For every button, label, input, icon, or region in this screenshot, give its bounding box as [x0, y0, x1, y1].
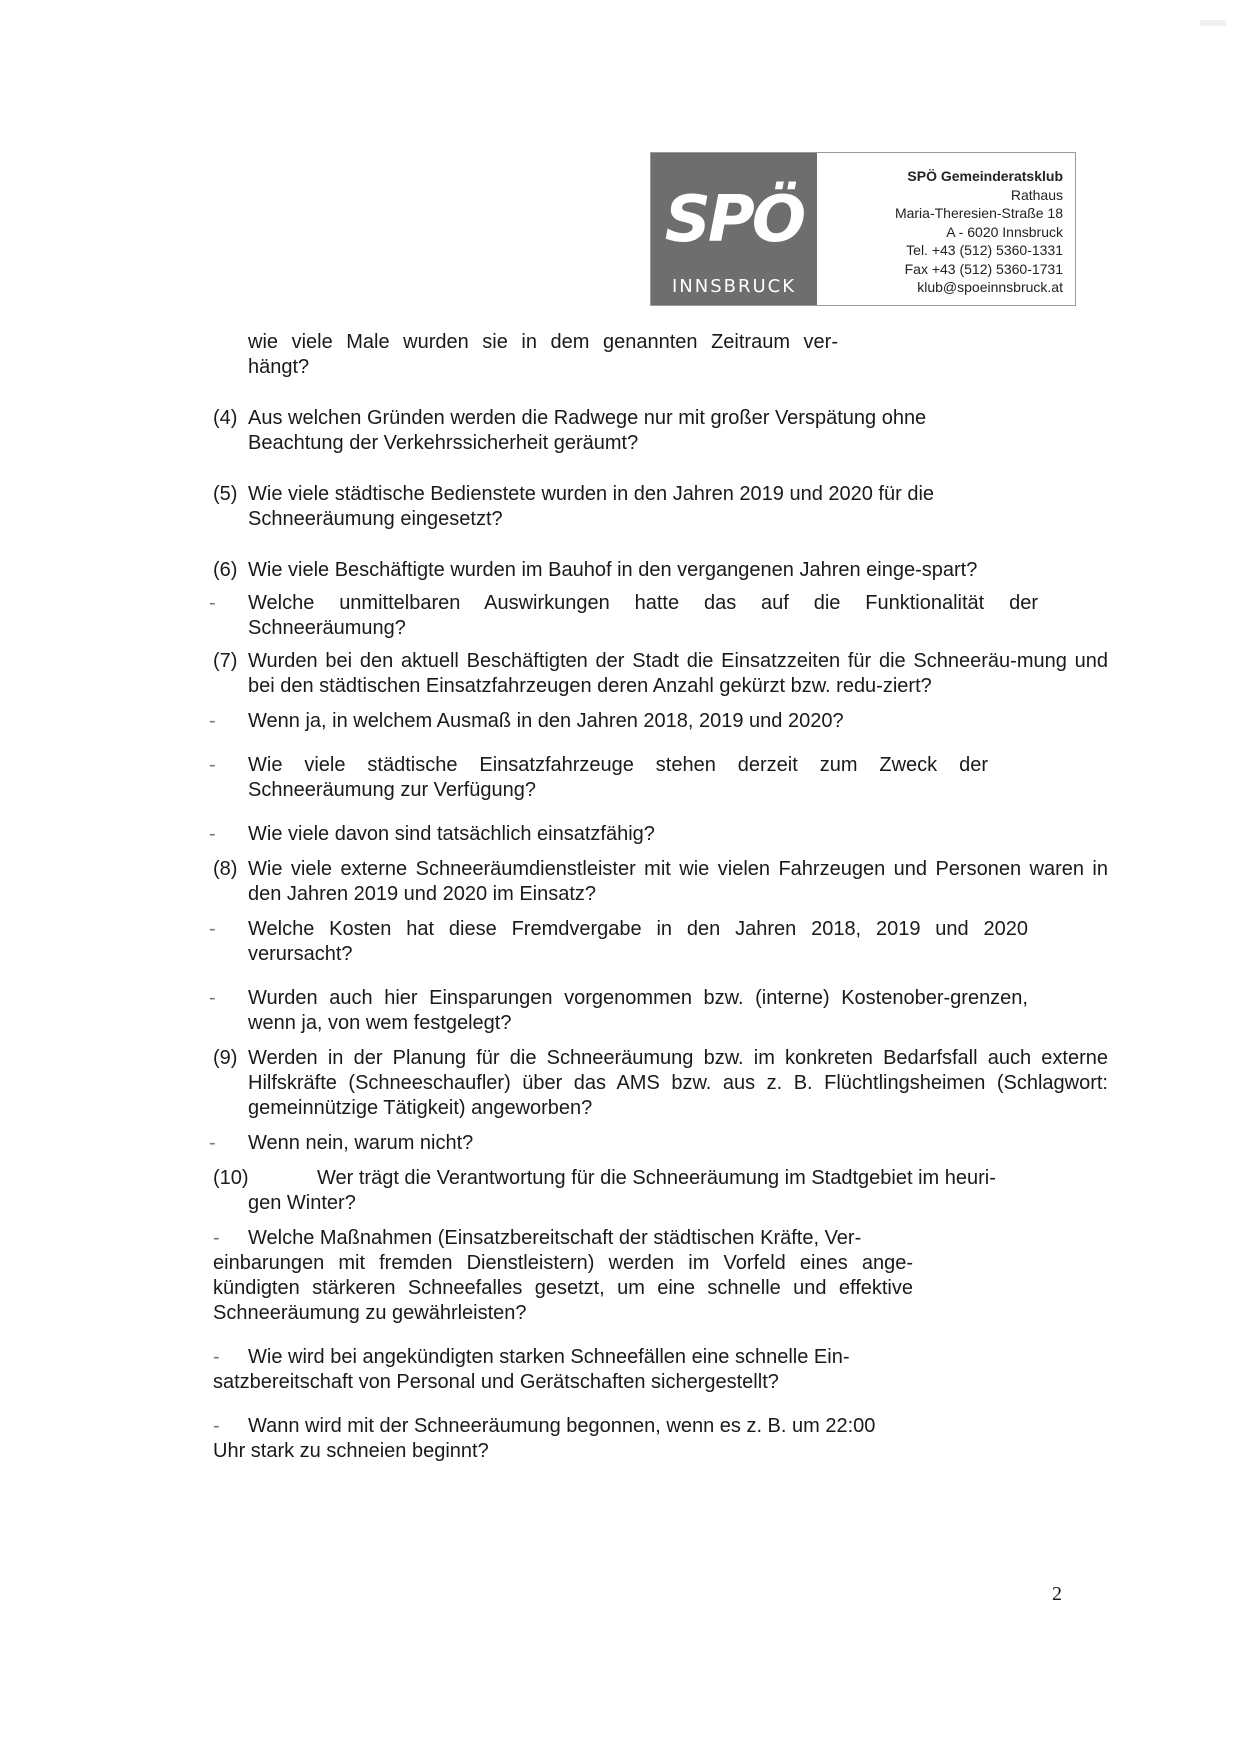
fax: Fax +43 (512) 5360-1731: [904, 260, 1063, 277]
question-9: [213, 1046, 1108, 1121]
question-number: (6): [213, 559, 238, 581]
street: Maria-Theresien-Straße 18: [894, 205, 1063, 221]
page-number: 2: [1052, 1583, 1062, 1605]
question-number: (4): [213, 407, 238, 429]
dash-marker: -: [209, 823, 216, 845]
question-10-sub-3: [213, 1414, 913, 1464]
contact-block: [895, 167, 1063, 297]
question-number: (10): [213, 1167, 249, 1189]
question-text-continued: einbarungen mit fremden Dienstleistern) werden im Vorfeld eines ange-kündigten stärkeren Schneefalles gesetzt, um eine schnelle und effektive Schneeräumung zu gewährleisten?: [213, 1252, 913, 1324]
question-text-continued: satzbereitschaft von Personal und Gerätschaften sichergestellt?: [213, 1371, 779, 1393]
question-text: Wie viele davon sind tatsächlich einsatzfähig?: [248, 823, 655, 845]
question-text: Werden in der Planung für die Schneeräumung bzw. im konkreten Bedarfsfall auch externe Hilfskräfte (Schneeschaufler) über das AMS bzw. aus z. B. Flüchtlingsheimen (Schlagwort: gemeinnützige Tätigkeit) angeworben?: [248, 1047, 1108, 1119]
question-text: Wie viele Beschäftigte wurden im Bauhof in den vergangenen Jahren einge-spart?: [248, 559, 978, 581]
logo-text: SPÖ: [664, 183, 804, 257]
question-4: [213, 406, 948, 456]
phone: Tel. +43 (512) 5360-1331: [906, 242, 1063, 258]
question-7: [213, 649, 1108, 699]
dash-marker: -: [209, 710, 216, 732]
dash-marker: -: [209, 592, 216, 614]
question-9-sub-1: [209, 1131, 1073, 1156]
question-text-first-line: Welche Maßnahmen (Einsatzbereitschaft der städtischen Kräfte, Ver-: [248, 1227, 862, 1249]
question-5: [213, 482, 1038, 532]
continuation-line-1: wie viele Male wurden sie in dem genannten Zeitraum ver-: [248, 331, 838, 353]
question-text: Welche unmittelbaren Auswirkungen hatte das auf die Funktionalität der Schneeräumung?: [248, 592, 1038, 639]
dash-marker: -: [213, 1346, 220, 1368]
question-text: Aus welchen Gründen werden die Radwege nur mit großer Verspätung ohne Beachtung der Verkehrssicherheit geräumt?: [248, 407, 927, 454]
question-number: (5): [213, 483, 238, 505]
question-7-sub-2: [209, 753, 988, 803]
email: klub@spoeinnsbruck.at: [917, 279, 1063, 295]
question-text-first-line: Wann wird mit der Schneeräumung begonnen, wenn es z. B. um 22:00: [248, 1415, 876, 1437]
question-text: Wie viele städtische Bedienstete wurden in den Jahren 2019 und 2020 für die Schneeräumung eingesetzt?: [248, 483, 935, 530]
spoe-logo: [651, 153, 817, 305]
question-text: Wurden bei den aktuell Beschäftigten der Stadt die Einsatzzeiten für die Schneeräu-mung und bei den städtischen Einsatzfahrzeugen deren Anzahl gekürzt bzw. redu-ziert?: [248, 650, 1108, 697]
question-text: Wie viele städtische Einsatzfahrzeuge stehen derzeit zum Zweck der Schneeräumung zur Verfügung?: [248, 754, 988, 801]
building: Rathaus: [1010, 186, 1063, 203]
question-text-continued: gen Winter?: [248, 1192, 356, 1214]
question-10: [213, 1166, 1073, 1216]
question-text: Wenn nein, warum nicht?: [248, 1132, 474, 1154]
question-text: Wie viele externe Schneeräumdienstleister mit wie vielen Fahrzeugen und Personen waren in den Jahren 2019 und 2020 im Einsatz?: [248, 858, 1108, 905]
org-name: SPÖ Gemeinderatsklub: [907, 168, 1063, 184]
question-number: (8): [213, 858, 238, 880]
question-10-sub-2: [213, 1345, 913, 1395]
dash-marker: -: [213, 1227, 220, 1249]
question-text: Wurden auch hier Einsparungen vorgenommen bzw. (interne) Kostenober-grenzen, wenn ja, von wem festgelegt?: [248, 987, 1028, 1034]
question-6: [213, 558, 1028, 583]
question-text: Welche Kosten hat diese Fremdvergabe in den Jahren 2018, 2019 und 2020 verursacht?: [248, 918, 1028, 965]
question-7-sub-3: [209, 822, 1073, 847]
question-text: Wenn ja, in welchem Ausmaß in den Jahren 2018, 2019 und 2020?: [248, 710, 844, 732]
question-6-sub-1: [209, 591, 1038, 641]
document-body: [209, 330, 1108, 1464]
scan-mark: [1200, 20, 1226, 26]
dash-marker: -: [213, 1415, 220, 1437]
question-text-continued: Uhr stark zu schneien beginnt?: [213, 1440, 489, 1462]
question-8-sub-2: [209, 986, 1028, 1036]
question-10-sub-1: [213, 1226, 913, 1326]
dash-marker: -: [209, 1132, 216, 1154]
dash-marker: -: [209, 918, 216, 940]
question-text-first-line: Wer trägt die Verantwortung für die Schneeräumung im Stadtgebiet im heuri-: [317, 1167, 996, 1189]
question-8-sub-1: [209, 917, 1028, 967]
question-8: [213, 857, 1108, 907]
question-text-first-line: Wie wird bei angekündigten starken Schneefällen eine schnelle Ein-: [248, 1346, 850, 1368]
logo-subtext: INNSBRUCK: [671, 276, 797, 297]
question-number: (7): [213, 650, 238, 672]
city: A - 6020 Innsbruck: [946, 223, 1063, 240]
dash-marker: -: [209, 987, 216, 1009]
continuation-line-2: hängt?: [248, 356, 310, 378]
question-7-sub-1: [209, 709, 1073, 734]
question-number: (9): [213, 1047, 238, 1069]
continuation-text: [213, 330, 1073, 380]
dash-marker: -: [209, 754, 216, 776]
letterhead: [650, 152, 1076, 306]
